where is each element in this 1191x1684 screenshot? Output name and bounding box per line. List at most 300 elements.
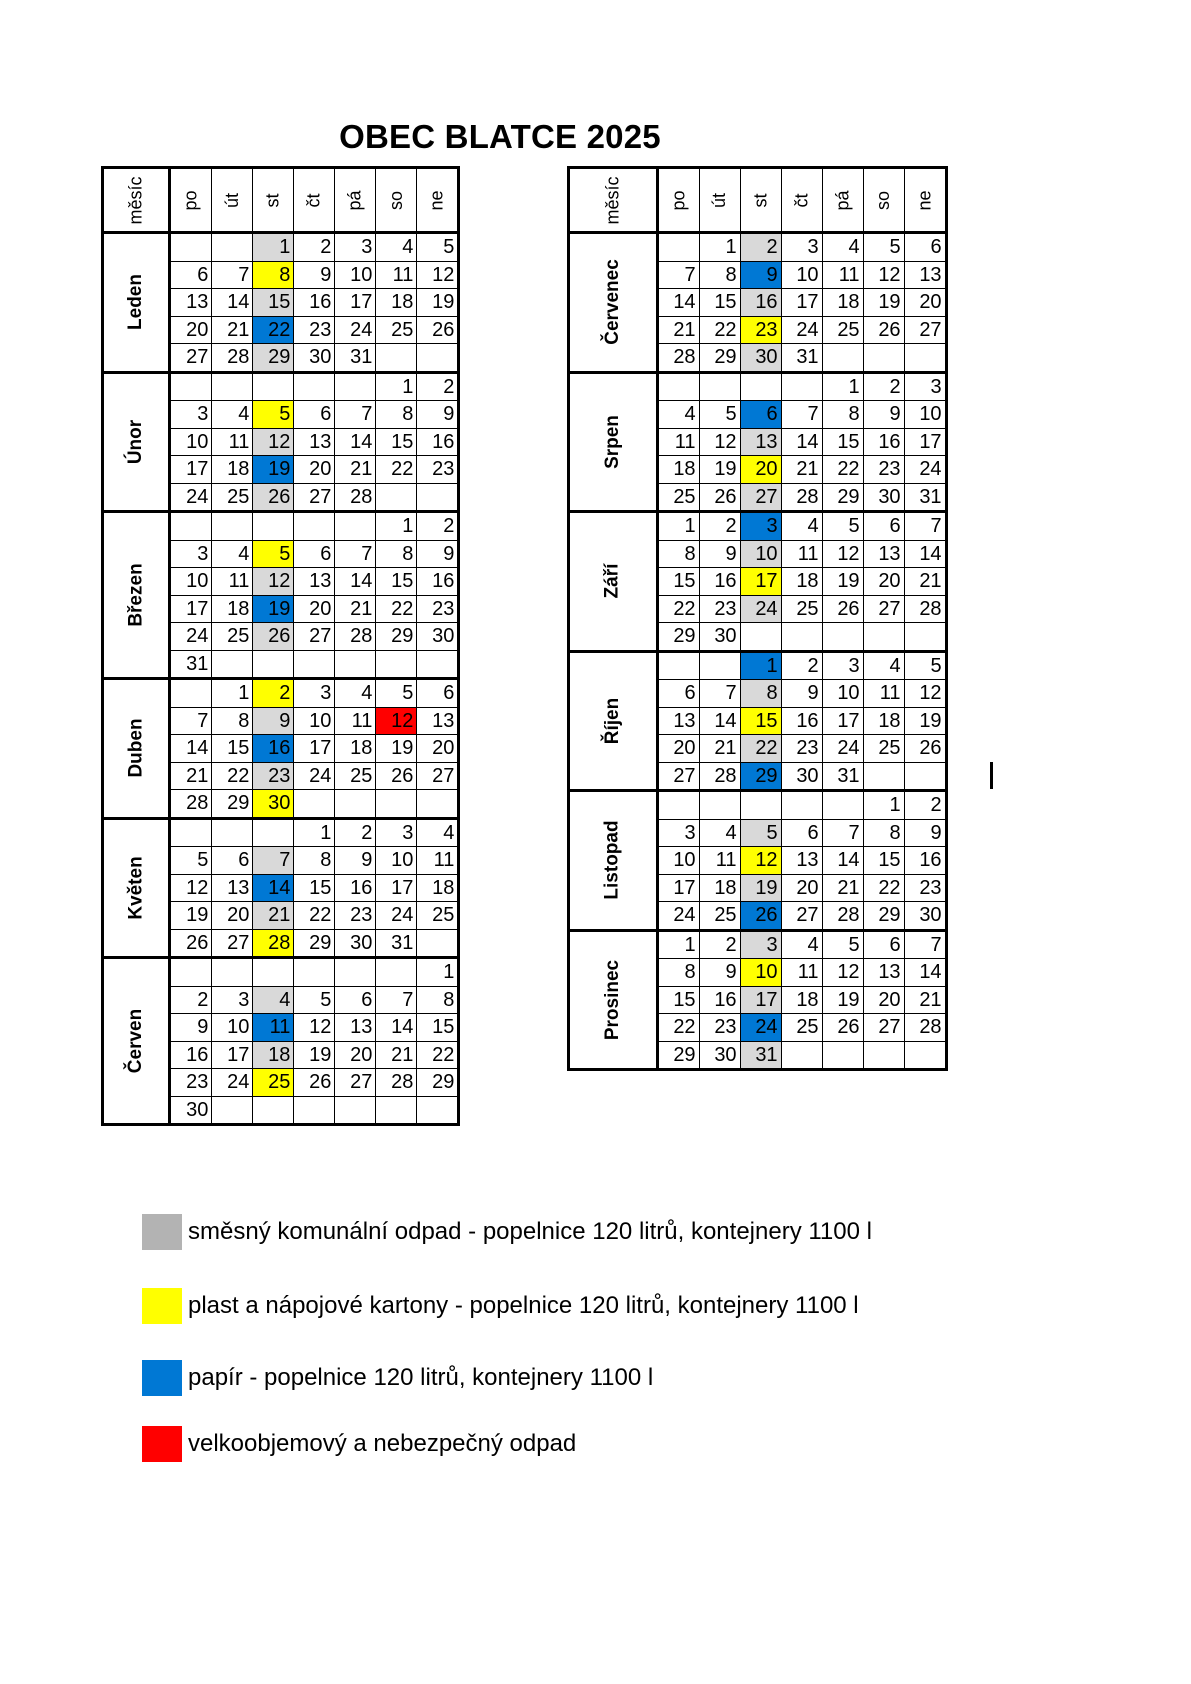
day-cell: 30 xyxy=(740,344,781,373)
day-cell: 27 xyxy=(904,316,946,344)
day-cell: 18 xyxy=(699,874,740,902)
day-cell: 9 xyxy=(170,1014,212,1042)
day-cell: 16 xyxy=(781,707,822,735)
day-cell xyxy=(657,233,699,262)
day-cell xyxy=(170,958,212,987)
day-cell: 18 xyxy=(781,986,822,1014)
day-cell: 15 xyxy=(212,735,253,763)
weekday-header: ne xyxy=(417,168,459,233)
day-cell xyxy=(417,1096,459,1125)
day-cell: 30 xyxy=(417,623,459,651)
day-cell xyxy=(699,651,740,680)
day-cell: 27 xyxy=(863,595,904,623)
legend-swatch-yellow xyxy=(142,1288,182,1324)
day-cell: 25 xyxy=(781,595,822,623)
month-label: Únor xyxy=(103,372,170,512)
day-cell xyxy=(657,372,699,401)
day-cell: 19 xyxy=(904,707,946,735)
month-label: Červenec xyxy=(569,233,658,373)
month-label: Září xyxy=(569,512,658,652)
day-cell xyxy=(294,650,335,679)
day-cell: 2 xyxy=(417,512,459,541)
month-label: Prosinec xyxy=(569,930,658,1070)
day-cell: 26 xyxy=(863,316,904,344)
day-cell: 22 xyxy=(417,1041,459,1069)
day-cell: 16 xyxy=(740,289,781,317)
weekday-header: čt xyxy=(781,168,822,233)
day-cell: 22 xyxy=(699,316,740,344)
weekday-header: út xyxy=(699,168,740,233)
day-cell: 2 xyxy=(417,372,459,401)
day-cell: 22 xyxy=(657,595,699,623)
day-cell: 6 xyxy=(212,847,253,875)
day-cell: 12 xyxy=(253,428,294,456)
day-cell: 10 xyxy=(740,959,781,987)
day-cell: 14 xyxy=(212,289,253,317)
day-cell: 7 xyxy=(781,401,822,429)
day-cell: 6 xyxy=(294,401,335,429)
day-cell: 18 xyxy=(212,595,253,623)
day-cell: 7 xyxy=(170,707,212,735)
day-cell: 20 xyxy=(170,316,212,344)
day-cell: 28 xyxy=(781,483,822,512)
day-cell: 4 xyxy=(417,818,459,847)
day-cell: 4 xyxy=(822,233,863,262)
day-cell xyxy=(376,483,417,512)
day-cell: 9 xyxy=(863,401,904,429)
day-cell: 30 xyxy=(699,1041,740,1070)
day-cell: 16 xyxy=(699,568,740,596)
day-cell: 27 xyxy=(212,929,253,958)
day-cell: 24 xyxy=(170,623,212,651)
day-cell xyxy=(335,650,376,679)
day-cell: 4 xyxy=(781,930,822,959)
day-cell: 15 xyxy=(740,707,781,735)
day-cell: 25 xyxy=(657,483,699,512)
day-cell: 5 xyxy=(253,401,294,429)
day-cell xyxy=(212,372,253,401)
day-cell: 30 xyxy=(253,790,294,819)
day-cell: 9 xyxy=(335,847,376,875)
day-cell xyxy=(212,650,253,679)
day-cell xyxy=(904,1041,946,1070)
day-cell: 1 xyxy=(417,958,459,987)
day-cell xyxy=(170,512,212,541)
day-cell: 11 xyxy=(781,959,822,987)
calendar-jul-dec xyxy=(567,166,948,1071)
day-cell: 21 xyxy=(904,568,946,596)
day-cell: 2 xyxy=(904,791,946,820)
day-cell: 26 xyxy=(170,929,212,958)
day-cell: 23 xyxy=(699,595,740,623)
month-column-header: měsíc xyxy=(103,168,170,233)
day-cell: 15 xyxy=(863,847,904,875)
day-cell: 6 xyxy=(170,261,212,289)
day-cell: 7 xyxy=(253,847,294,875)
day-cell: 12 xyxy=(904,680,946,708)
day-cell: 22 xyxy=(657,1014,699,1042)
day-cell: 9 xyxy=(781,680,822,708)
weekday-header: po xyxy=(657,168,699,233)
day-cell: 7 xyxy=(657,261,699,289)
day-cell: 28 xyxy=(657,344,699,373)
day-cell: 14 xyxy=(657,289,699,317)
day-cell: 24 xyxy=(740,1014,781,1042)
day-cell: 27 xyxy=(740,483,781,512)
day-cell: 4 xyxy=(657,401,699,429)
day-cell: 29 xyxy=(822,483,863,512)
day-cell: 16 xyxy=(294,289,335,317)
day-cell: 9 xyxy=(253,707,294,735)
day-cell: 1 xyxy=(822,372,863,401)
day-cell: 17 xyxy=(657,874,699,902)
day-cell: 14 xyxy=(170,735,212,763)
day-cell: 18 xyxy=(253,1041,294,1069)
day-cell xyxy=(376,958,417,987)
legend-label: plast a nápojové kartony - popelnice 120 litrů, kontejnery 1100 l xyxy=(188,1292,859,1319)
day-cell: 4 xyxy=(212,540,253,568)
weekday-header: čt xyxy=(294,168,335,233)
day-cell: 10 xyxy=(294,707,335,735)
day-cell: 4 xyxy=(212,401,253,429)
day-cell: 16 xyxy=(863,428,904,456)
day-cell: 13 xyxy=(863,959,904,987)
day-cell: 27 xyxy=(170,344,212,373)
day-cell: 6 xyxy=(904,233,946,262)
day-cell xyxy=(170,372,212,401)
day-cell xyxy=(904,762,946,791)
day-cell: 2 xyxy=(253,679,294,708)
day-cell xyxy=(253,650,294,679)
day-cell xyxy=(170,818,212,847)
day-cell: 18 xyxy=(863,707,904,735)
day-cell: 20 xyxy=(863,986,904,1014)
day-cell: 14 xyxy=(822,847,863,875)
day-cell xyxy=(417,483,459,512)
day-cell: 8 xyxy=(863,819,904,847)
day-cell: 30 xyxy=(170,1096,212,1125)
legend-swatch-blue xyxy=(142,1360,182,1396)
day-cell: 20 xyxy=(863,568,904,596)
day-cell: 23 xyxy=(294,316,335,344)
day-cell: 21 xyxy=(657,316,699,344)
day-cell: 6 xyxy=(657,680,699,708)
day-cell: 11 xyxy=(699,847,740,875)
day-cell: 18 xyxy=(822,289,863,317)
day-cell: 6 xyxy=(863,512,904,541)
day-cell: 19 xyxy=(822,986,863,1014)
day-cell xyxy=(253,512,294,541)
day-cell: 13 xyxy=(657,707,699,735)
day-cell: 11 xyxy=(822,261,863,289)
day-cell: 6 xyxy=(781,819,822,847)
day-cell: 12 xyxy=(822,959,863,987)
day-cell: 24 xyxy=(740,595,781,623)
day-cell: 5 xyxy=(740,819,781,847)
day-cell: 21 xyxy=(781,456,822,484)
day-cell: 27 xyxy=(335,1069,376,1097)
day-cell: 29 xyxy=(294,929,335,958)
day-cell: 13 xyxy=(904,261,946,289)
day-cell: 7 xyxy=(904,512,946,541)
day-cell: 21 xyxy=(904,986,946,1014)
weekday-header: so xyxy=(376,168,417,233)
day-cell: 6 xyxy=(335,986,376,1014)
day-cell: 4 xyxy=(781,512,822,541)
day-cell: 15 xyxy=(657,986,699,1014)
day-cell: 14 xyxy=(376,1014,417,1042)
day-cell: 2 xyxy=(699,512,740,541)
day-cell: 1 xyxy=(253,233,294,262)
day-cell: 16 xyxy=(170,1041,212,1069)
day-cell: 29 xyxy=(657,1041,699,1070)
day-cell xyxy=(253,818,294,847)
day-cell xyxy=(699,372,740,401)
day-cell xyxy=(376,650,417,679)
day-cell: 21 xyxy=(376,1041,417,1069)
day-cell: 1 xyxy=(657,930,699,959)
day-cell: 25 xyxy=(212,623,253,651)
day-cell: 27 xyxy=(657,762,699,791)
day-cell: 25 xyxy=(822,316,863,344)
day-cell xyxy=(294,958,335,987)
day-cell: 18 xyxy=(212,456,253,484)
day-cell: 11 xyxy=(657,428,699,456)
day-cell xyxy=(376,1096,417,1125)
day-cell: 16 xyxy=(417,568,459,596)
day-cell: 13 xyxy=(212,874,253,902)
calendar-jan-jun xyxy=(101,166,460,1126)
day-cell: 27 xyxy=(863,1014,904,1042)
day-cell: 28 xyxy=(253,929,294,958)
day-cell xyxy=(335,372,376,401)
day-cell: 15 xyxy=(417,1014,459,1042)
day-cell: 19 xyxy=(822,568,863,596)
day-cell: 24 xyxy=(657,902,699,931)
day-cell: 11 xyxy=(253,1014,294,1042)
day-cell: 9 xyxy=(740,261,781,289)
day-cell: 1 xyxy=(294,818,335,847)
day-cell: 5 xyxy=(294,986,335,1014)
day-cell: 26 xyxy=(699,483,740,512)
day-cell: 31 xyxy=(335,344,376,373)
day-cell: 27 xyxy=(781,902,822,931)
day-cell xyxy=(417,344,459,373)
day-cell: 27 xyxy=(294,483,335,512)
day-cell: 2 xyxy=(170,986,212,1014)
day-cell: 12 xyxy=(253,568,294,596)
day-cell: 3 xyxy=(335,233,376,262)
day-cell: 19 xyxy=(863,289,904,317)
day-cell: 20 xyxy=(294,456,335,484)
day-cell: 28 xyxy=(904,1014,946,1042)
legend-swatch-red xyxy=(142,1426,182,1462)
weekday-header: st xyxy=(740,168,781,233)
day-cell xyxy=(781,623,822,652)
day-cell: 5 xyxy=(822,930,863,959)
day-cell: 17 xyxy=(170,595,212,623)
day-cell: 3 xyxy=(904,372,946,401)
day-cell: 28 xyxy=(822,902,863,931)
day-cell xyxy=(740,791,781,820)
month-label: Červen xyxy=(103,958,170,1125)
month-column-header: měsíc xyxy=(569,168,658,233)
day-cell: 6 xyxy=(294,540,335,568)
day-cell: 20 xyxy=(657,735,699,763)
day-cell: 27 xyxy=(294,623,335,651)
day-cell: 14 xyxy=(781,428,822,456)
day-cell: 17 xyxy=(740,568,781,596)
day-cell: 3 xyxy=(212,986,253,1014)
day-cell xyxy=(822,344,863,373)
day-cell: 23 xyxy=(781,735,822,763)
day-cell: 6 xyxy=(863,930,904,959)
day-cell xyxy=(781,791,822,820)
day-cell: 19 xyxy=(170,902,212,930)
day-cell: 1 xyxy=(212,679,253,708)
day-cell: 13 xyxy=(335,1014,376,1042)
day-cell: 21 xyxy=(335,595,376,623)
day-cell: 25 xyxy=(417,902,459,930)
day-cell: 20 xyxy=(335,1041,376,1069)
day-cell: 25 xyxy=(212,483,253,512)
day-cell: 24 xyxy=(376,902,417,930)
day-cell: 22 xyxy=(376,456,417,484)
day-cell: 25 xyxy=(781,1014,822,1042)
day-cell: 11 xyxy=(335,707,376,735)
day-cell: 21 xyxy=(253,902,294,930)
day-cell xyxy=(657,791,699,820)
day-cell: 1 xyxy=(376,372,417,401)
day-cell xyxy=(335,958,376,987)
day-cell: 26 xyxy=(822,1014,863,1042)
day-cell: 3 xyxy=(657,819,699,847)
day-cell: 6 xyxy=(740,401,781,429)
day-cell: 21 xyxy=(212,316,253,344)
day-cell: 25 xyxy=(253,1069,294,1097)
day-cell xyxy=(863,1041,904,1070)
month-label: Říjen xyxy=(569,651,658,791)
day-cell xyxy=(417,650,459,679)
day-cell: 8 xyxy=(253,261,294,289)
day-cell: 3 xyxy=(294,679,335,708)
day-cell: 4 xyxy=(863,651,904,680)
day-cell: 7 xyxy=(822,819,863,847)
day-cell: 24 xyxy=(335,316,376,344)
day-cell: 17 xyxy=(740,986,781,1014)
day-cell: 23 xyxy=(335,902,376,930)
day-cell: 27 xyxy=(417,762,459,790)
day-cell: 8 xyxy=(699,261,740,289)
day-cell xyxy=(212,958,253,987)
day-cell xyxy=(657,651,699,680)
day-cell: 20 xyxy=(904,289,946,317)
day-cell: 5 xyxy=(376,679,417,708)
day-cell: 20 xyxy=(212,902,253,930)
divider-mark xyxy=(990,762,993,789)
day-cell: 16 xyxy=(417,428,459,456)
day-cell: 30 xyxy=(904,902,946,931)
day-cell: 22 xyxy=(740,735,781,763)
day-cell: 26 xyxy=(376,762,417,790)
day-cell: 9 xyxy=(417,540,459,568)
day-cell: 26 xyxy=(740,902,781,931)
day-cell: 9 xyxy=(417,401,459,429)
day-cell: 14 xyxy=(904,959,946,987)
day-cell: 30 xyxy=(863,483,904,512)
day-cell: 19 xyxy=(376,735,417,763)
day-cell: 12 xyxy=(740,847,781,875)
day-cell: 17 xyxy=(822,707,863,735)
day-cell: 26 xyxy=(417,316,459,344)
day-cell: 10 xyxy=(335,261,376,289)
day-cell: 15 xyxy=(657,568,699,596)
day-cell: 6 xyxy=(417,679,459,708)
day-cell: 30 xyxy=(781,762,822,791)
day-cell: 29 xyxy=(699,344,740,373)
day-cell: 17 xyxy=(212,1041,253,1069)
day-cell: 16 xyxy=(904,847,946,875)
day-cell: 15 xyxy=(253,289,294,317)
day-cell: 30 xyxy=(699,623,740,652)
day-cell: 12 xyxy=(376,707,417,735)
day-cell: 23 xyxy=(417,456,459,484)
day-cell: 24 xyxy=(904,456,946,484)
day-cell: 11 xyxy=(212,428,253,456)
day-cell: 5 xyxy=(822,512,863,541)
day-cell: 25 xyxy=(699,902,740,931)
month-label: Leden xyxy=(103,233,170,373)
day-cell: 29 xyxy=(253,344,294,373)
weekday-header: st xyxy=(253,168,294,233)
day-cell: 8 xyxy=(376,401,417,429)
day-cell: 8 xyxy=(294,847,335,875)
day-cell: 24 xyxy=(294,762,335,790)
day-cell xyxy=(376,344,417,373)
day-cell: 17 xyxy=(781,289,822,317)
legend-label: směsný komunální odpad - popelnice 120 litrů, kontejnery 1100 l xyxy=(188,1218,872,1245)
day-cell xyxy=(904,623,946,652)
day-cell: 4 xyxy=(376,233,417,262)
day-cell: 10 xyxy=(904,401,946,429)
day-cell: 21 xyxy=(335,456,376,484)
day-cell: 3 xyxy=(170,540,212,568)
day-cell: 9 xyxy=(904,819,946,847)
day-cell: 2 xyxy=(781,651,822,680)
day-cell xyxy=(904,344,946,373)
day-cell: 17 xyxy=(904,428,946,456)
day-cell: 20 xyxy=(740,456,781,484)
day-cell: 12 xyxy=(417,261,459,289)
day-cell: 14 xyxy=(699,707,740,735)
weekday-header: ne xyxy=(904,168,946,233)
day-cell xyxy=(253,1096,294,1125)
weekday-header: pá xyxy=(822,168,863,233)
day-cell xyxy=(294,512,335,541)
day-cell xyxy=(170,679,212,708)
day-cell: 7 xyxy=(699,680,740,708)
day-cell xyxy=(417,929,459,958)
day-cell xyxy=(212,818,253,847)
day-cell: 5 xyxy=(253,540,294,568)
day-cell: 7 xyxy=(212,261,253,289)
day-cell: 23 xyxy=(253,762,294,790)
day-cell xyxy=(781,1041,822,1070)
day-cell: 16 xyxy=(699,986,740,1014)
day-cell: 29 xyxy=(212,790,253,819)
day-cell: 14 xyxy=(904,540,946,568)
legend-label: papír - popelnice 120 litrů, kontejnery 1100 l xyxy=(188,1364,654,1391)
